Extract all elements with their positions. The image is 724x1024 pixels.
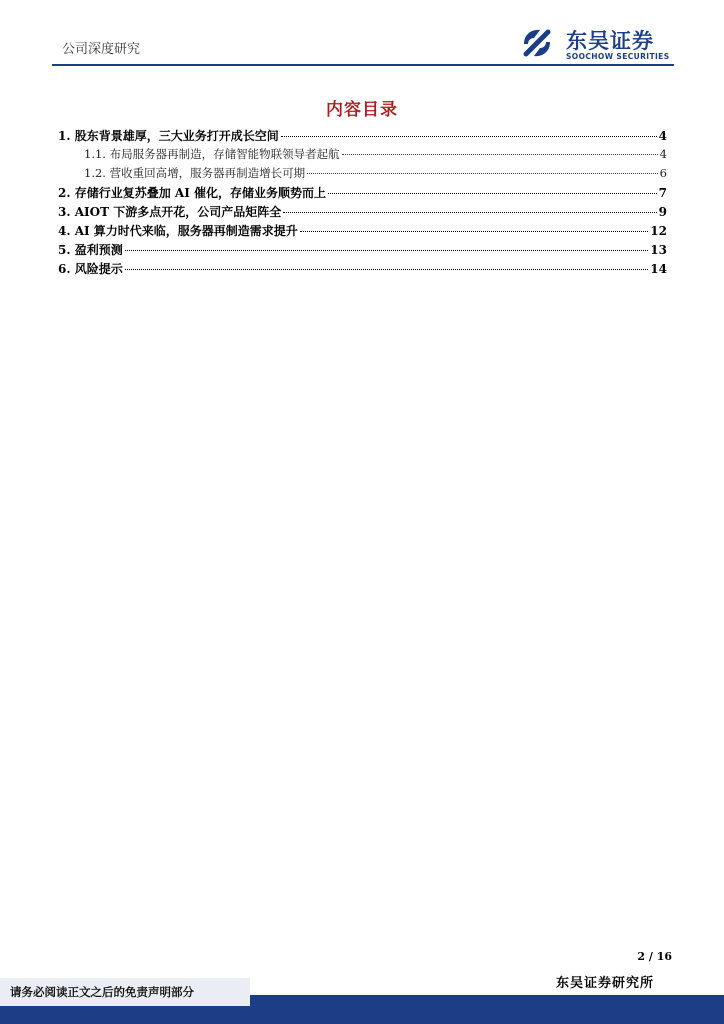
- toc-subentry[interactable]: [58, 146, 667, 165]
- toc-entry[interactable]: [58, 260, 667, 279]
- logo-english-name: SOOCHOW SECURITIES: [566, 52, 670, 61]
- table-of-contents: [58, 127, 667, 279]
- toc-entry-label: 4. AI 算力时代来临，服务器再制造需求提升: [58, 224, 298, 238]
- toc-leader-dots: [281, 136, 657, 137]
- logo-chinese-name: 东吴证券: [566, 29, 654, 53]
- toc-entry-page: 14: [650, 262, 667, 276]
- toc-leader-dots: [342, 154, 658, 155]
- toc-leader-dots: [125, 250, 649, 251]
- document-type-label: 公司深度研究: [62, 42, 141, 57]
- toc-entry-page: 7: [658, 186, 667, 200]
- company-logo: [520, 24, 670, 64]
- toc-leader-dots: [307, 173, 658, 174]
- toc-entry-label: 3. AIOT 下游多点开花，公司产品矩阵全: [58, 205, 282, 219]
- toc-entry[interactable]: [58, 241, 667, 260]
- toc-leader-dots: [300, 231, 648, 232]
- toc-entry-page: 12: [650, 224, 667, 238]
- toc-entry-label: 2. 存储行业复苏叠加 AI 催化，存储业务顺势而上: [58, 186, 326, 200]
- toc-entry-page: 4: [658, 129, 667, 143]
- toc-leader-dots: [125, 269, 649, 270]
- toc-entry-label: 1.2. 营收重回高增，服务器再制造增长可期: [84, 166, 306, 180]
- footer-organization: 东吴证券研究所: [556, 976, 655, 991]
- page-indicator: 2 / 16: [637, 950, 672, 963]
- toc-entry-page: 13: [650, 243, 667, 257]
- toc-entry-label: 1. 股东背景雄厚，三大业务打开成长空间: [58, 129, 279, 143]
- toc-leader-dots: [328, 193, 657, 194]
- toc-entry-label: 5. 盈利预测: [58, 243, 123, 257]
- toc-title: 内容目录: [326, 100, 398, 120]
- toc-entry-page: 4: [659, 147, 667, 161]
- toc-entry-page: 6: [659, 166, 667, 180]
- toc-entry[interactable]: [58, 127, 667, 146]
- toc-entry[interactable]: [58, 203, 667, 222]
- footer-disclaimer: 请务必阅读正文之后的免责声明部分: [0, 978, 250, 1006]
- header-divider: [52, 64, 674, 66]
- soochow-logo-icon: [520, 26, 554, 60]
- toc-entry-page: 9: [658, 205, 667, 219]
- toc-entry[interactable]: [58, 222, 667, 241]
- toc-entry[interactable]: [58, 184, 667, 203]
- toc-leader-dots: [283, 212, 656, 213]
- toc-entry-label: 6. 风险提示: [58, 262, 123, 276]
- toc-entry-label: 1.1. 布局服务器再制造，存储智能物联领导者起航: [84, 147, 340, 161]
- toc-subentry[interactable]: [58, 165, 667, 184]
